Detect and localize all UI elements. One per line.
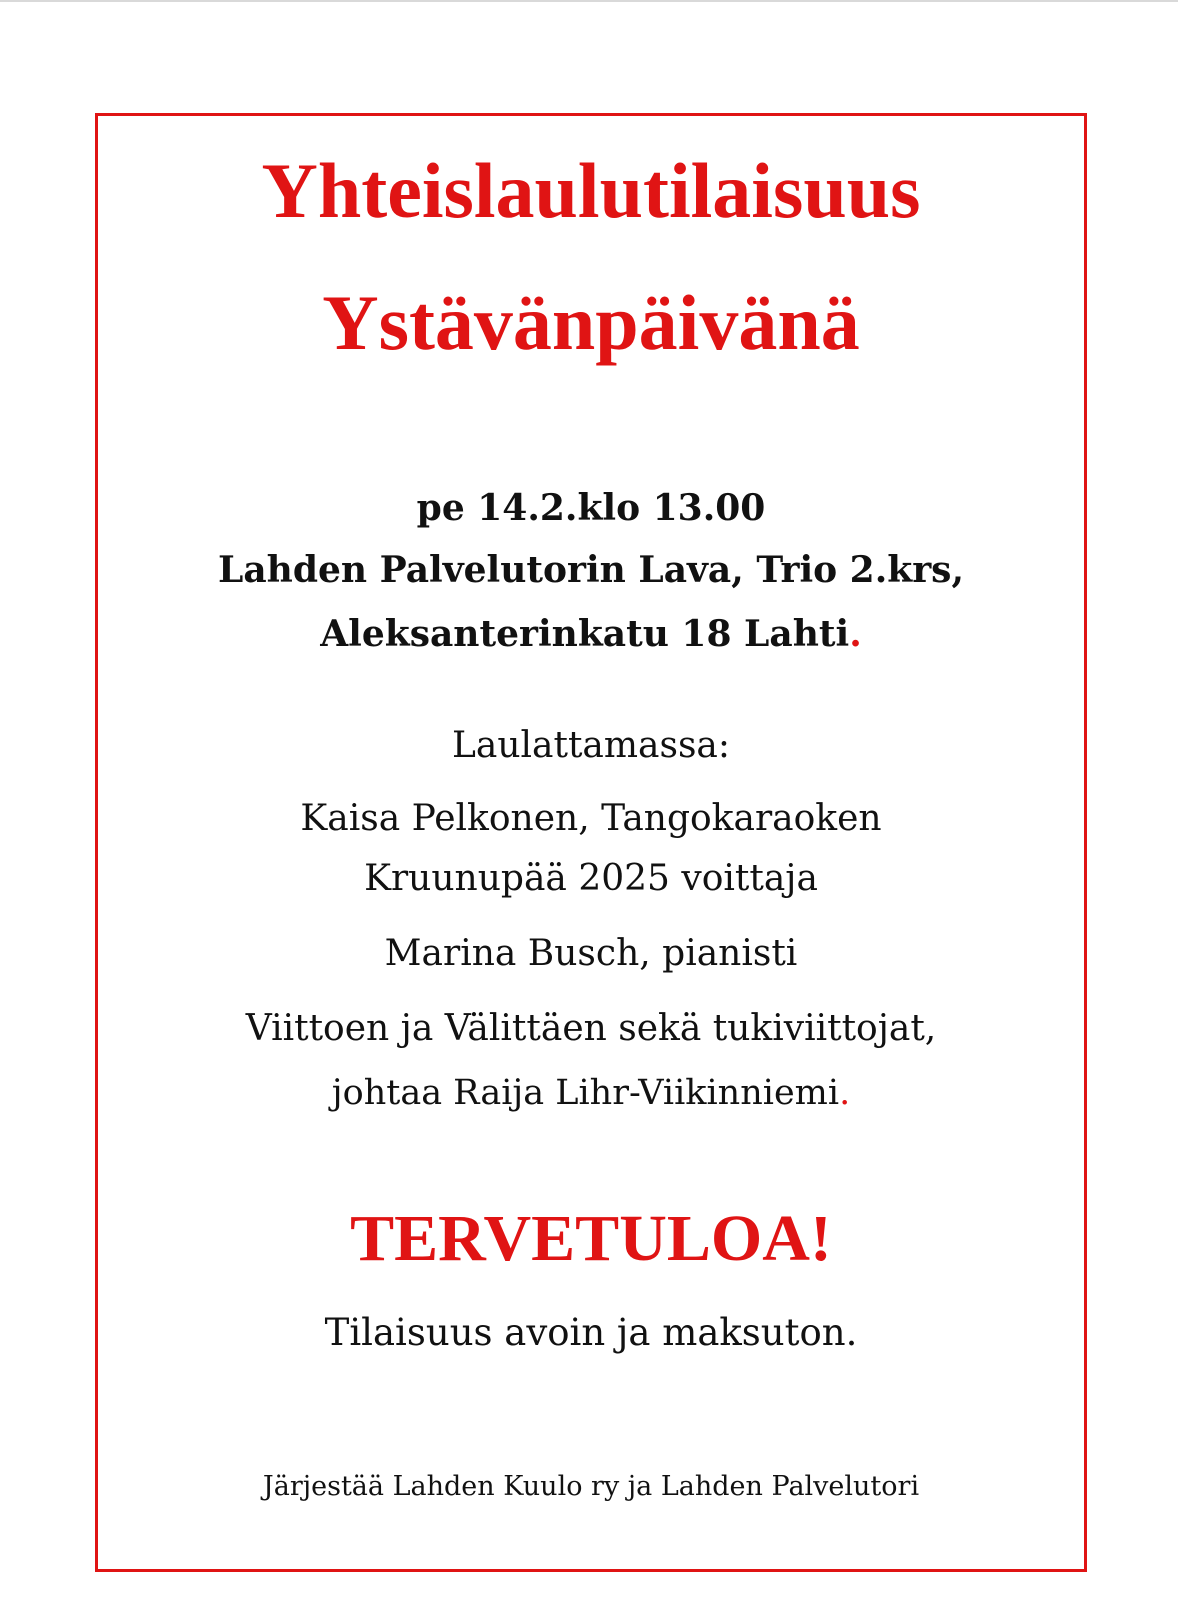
performer-1-line-1: Kaisa Pelkonen, Tangokaraoken [300, 798, 882, 839]
event-datetime: pe 14.2.klo 13.00 [416, 487, 766, 529]
performers-heading: Laulattamassa: [451, 725, 731, 766]
venue-address: Aleksanterinkatu 18 Lahti [320, 613, 850, 655]
admission-note: Tilaisuus avoin ja maksuton. [324, 1311, 858, 1354]
top-divider [0, 0, 1178, 2]
performer-3-period: . [839, 1073, 851, 1113]
venue-line-2 [98, 613, 1084, 655]
title-line-1: Yhteislaulutilaisuus [261, 147, 921, 234]
organizer-note: Järjestää Lahden Kuulo ry ja Lahden Palvelutori [262, 1471, 920, 1502]
welcome-heading: TERVETULOA! [350, 1202, 832, 1275]
performer-3-line-1: Viittoen ja Välittäen sekä tukiviittojat, [245, 1008, 937, 1049]
venue-period: . [849, 613, 862, 655]
poster-frame [95, 113, 1087, 1572]
performer-3-leader: johtaa Raija Lihr-Viikinniemi [331, 1073, 840, 1113]
title-line-2: Ystävänpäivänä [322, 279, 860, 366]
venue-line-1: Lahden Palvelutorin Lava, Trio 2.krs, [218, 549, 964, 591]
performer-3-line-2 [98, 1073, 1084, 1113]
performer-2: Marina Busch, pianisti [384, 933, 798, 974]
performer-1-line-2: Kruunupää 2025 voittaja [364, 858, 818, 899]
